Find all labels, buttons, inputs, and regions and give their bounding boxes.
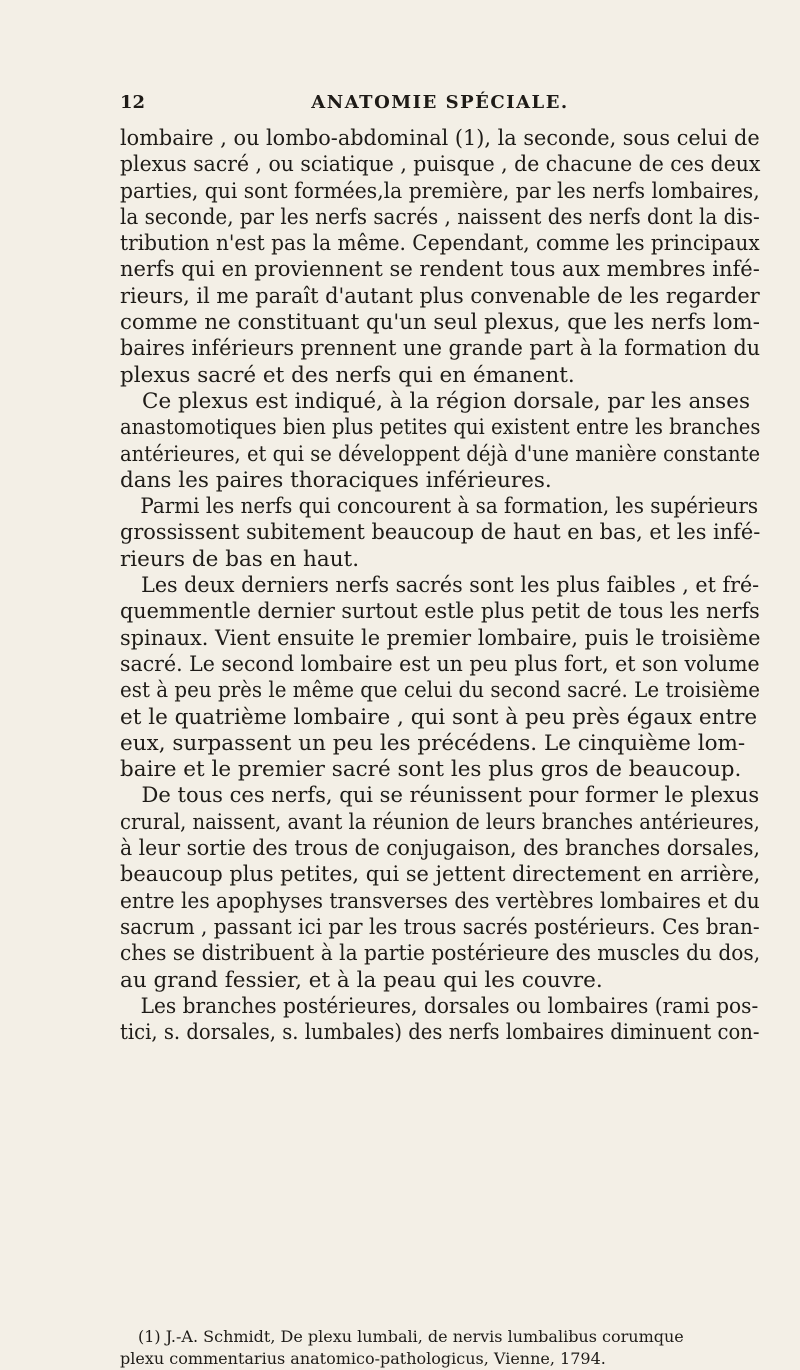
body-text <box>120 126 760 1046</box>
body-line: grossissent subitement beaucoup de haut en bas, et les infé- <box>120 520 761 546</box>
running-title: ANATOMIE SPÉCIALE. <box>311 92 569 113</box>
body-line: eux, surpassent un peu les précédens. Le cinquième lom- <box>120 730 746 756</box>
body-line: tici, s. dorsales, s. lumbales) des nerfs lombaires diminuent con- <box>120 1020 760 1046</box>
body-line: plexus sacré et des nerfs qui en émanent. <box>120 362 575 388</box>
page-number: 12 <box>120 92 146 113</box>
body-line: lombaire , ou lombo-abdominal (1), la seconde, sous celui de <box>120 126 760 151</box>
body-line: baire et le premier sacré sont les plus gros de beaucoup. <box>120 757 742 783</box>
body-line: crural, naissent, avant la réunion de leurs branches antérieures, <box>120 809 760 835</box>
body-line: entre les apophyses transverses des vertèbres lombaires et du <box>120 888 760 914</box>
body-line: anastomotiques bien plus petites qui existent entre les branches <box>120 415 761 441</box>
body-line: rieurs, il me paraît d'autant plus convenable de les regarder <box>120 283 760 309</box>
body-line: Les deux derniers nerfs sacrés sont les plus faibles , et fré- <box>141 573 760 599</box>
footnote <box>120 1326 760 1370</box>
footnote-line: plexu commentarius anatomico-pathologicus, Vienne, 1794. <box>120 1349 606 1368</box>
body-line: tribution n'est pas la même. Cependant, comme les principaux <box>120 231 760 257</box>
body-line: dans les paires thoraciques inférieures. <box>120 467 552 493</box>
body-line: quemmentle dernier surtout estle plus petit de tous les nerfs <box>120 599 760 625</box>
page-header <box>120 92 760 120</box>
body-line: De tous ces nerfs, qui se réunissent pour former le plexus <box>141 783 760 809</box>
body-line: sacrum , passant ici par les trous sacrés postérieurs. Ces bran- <box>120 914 760 940</box>
body-line: Ce plexus est indiqué, à la région dorsale, par les anses <box>142 388 750 414</box>
body-line: et le quatrième lombaire , qui sont à peu près égaux entre <box>120 704 758 730</box>
body-line: antérieures, et qui se développent déjà d'une manière constante <box>120 441 761 467</box>
body-line: ches se distribuent à la partie postérieure des muscles du dos, <box>120 941 761 967</box>
footnote-line: (1) J.-A. Schmidt, De plexu lumbali, de nervis lumbalibus corumque <box>138 1327 684 1346</box>
body-line: est à peu près le même que celui du second sacré. Le troisième <box>120 678 761 704</box>
body-line: à leur sortie des trous de conjugaison, des branches dorsales, <box>120 836 760 862</box>
body-line: baires inférieurs prennent une grande part à la formation du <box>120 336 761 362</box>
body-line: la seconde, par les nerfs sacrés , naissent des nerfs dont la dis- <box>120 204 760 230</box>
body-line: beaucoup plus petites, qui se jettent directement en arrière, <box>120 862 761 888</box>
body-line: parties, qui sont formées,la première, par les nerfs lombaires, <box>120 178 760 204</box>
body-line: comme ne constituant qu'un seul plexus, que les nerfs lom- <box>120 310 760 336</box>
body-line: Parmi les nerfs qui concourent à sa formation, les supérieurs <box>140 494 759 520</box>
body-line: plexus sacré , ou sciatique , puisque , de chacune de ces deux <box>120 152 761 178</box>
body-line: Les branches postérieures, dorsales ou lombaires (rami pos- <box>140 993 759 1019</box>
body-line: sacré. Le second lombaire est un peu plus fort, et son volume <box>120 651 760 677</box>
body-line: au grand fessier, et à la peau qui les couvre. <box>120 967 603 993</box>
body-line: rieurs de bas en haut. <box>120 546 360 572</box>
body-line: spinaux. Vient ensuite le premier lombaire, puis le troisième <box>120 625 761 651</box>
body-line: nerfs qui en proviennent se rendent tous aux membres infé- <box>120 257 760 283</box>
